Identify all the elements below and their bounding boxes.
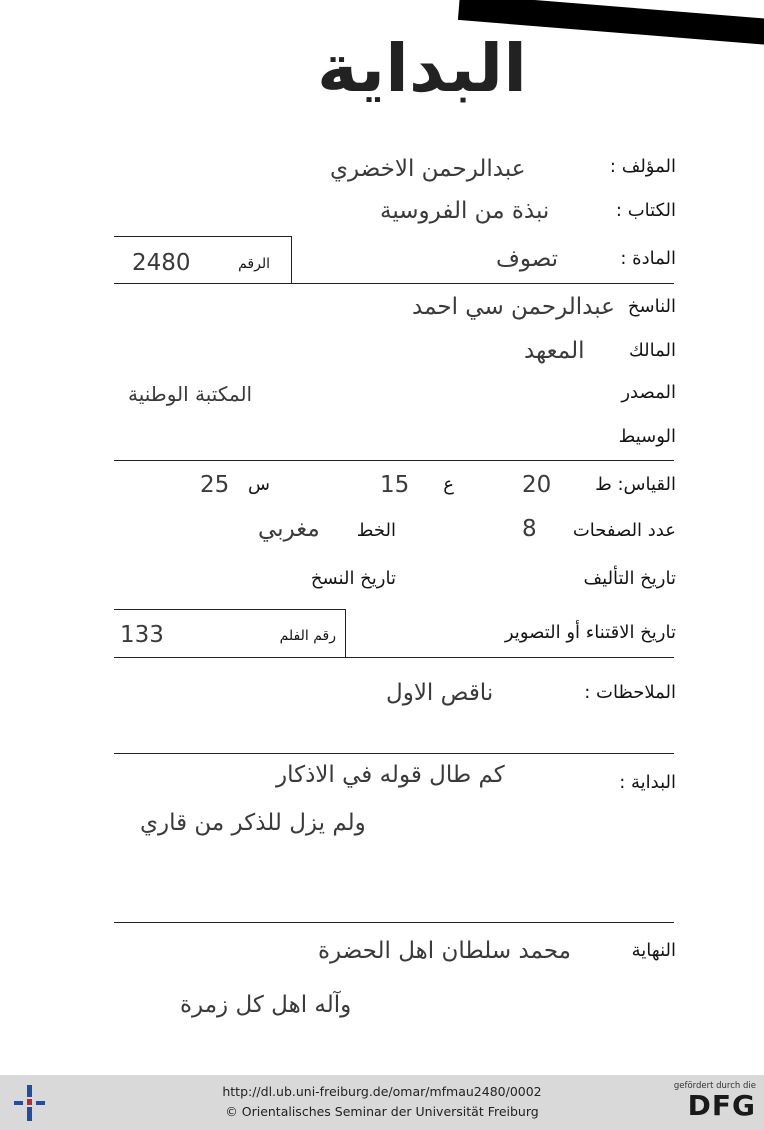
- book-value: نبذة من الفروسية: [380, 198, 550, 224]
- film-label: رقم الفلم: [279, 628, 336, 644]
- incipit-label: البداية :: [619, 772, 676, 793]
- subject-label: المادة :: [620, 248, 676, 269]
- size-lines: 25: [200, 472, 230, 498]
- intermediary-label: الوسيط: [618, 426, 676, 447]
- size-width-label: ع: [443, 474, 454, 495]
- number-value: 2480: [132, 250, 191, 276]
- divider-2: [114, 460, 674, 461]
- pages-value: 8: [522, 516, 537, 542]
- script-value: مغربي: [258, 516, 320, 542]
- divider-5: [114, 922, 674, 923]
- divider-3: [114, 657, 674, 658]
- notes-value: ناقص الاول: [386, 680, 494, 706]
- dfg-funding-note: gefördert durch die: [673, 1081, 756, 1091]
- book-label: الكتاب :: [615, 200, 676, 221]
- footer-copyright: © Orientalisches Seminar der Universität Freiburg: [225, 1104, 539, 1119]
- notes-label: الملاحظات :: [584, 682, 676, 703]
- footer-bar: [0, 1075, 764, 1130]
- number-label: الرقم: [238, 256, 270, 272]
- document-title: البداية: [317, 30, 527, 107]
- source-label: المصدر: [621, 382, 676, 403]
- copy-date-label: تاريخ النسخ: [310, 568, 396, 589]
- composition-date-label: تاريخ التأليف: [583, 568, 676, 589]
- number-box-right: [291, 236, 292, 284]
- size-width: 15: [380, 472, 410, 498]
- footer-url[interactable]: http://dl.ub.uni-freiburg.de/omar/mfmau2480/0002: [222, 1084, 542, 1099]
- size-tall: 20: [522, 472, 552, 498]
- owner-label: المالك: [628, 340, 676, 361]
- incipit-line-2: ولم يزل للذكر من قاري: [140, 810, 366, 836]
- divider-1: [114, 283, 674, 284]
- dfg-logo: [670, 1081, 756, 1125]
- source-value: المكتبة الوطنية: [128, 382, 253, 406]
- script-label: الخط: [356, 520, 396, 541]
- copyist-label: الناسخ: [627, 296, 676, 317]
- copyist-value: عبدالرحمن سي احمد: [412, 294, 615, 320]
- explicit-line-1: محمد سلطان اهل الحضرة: [318, 938, 571, 964]
- divider-4: [114, 753, 674, 754]
- number-box-top: [114, 236, 292, 237]
- dfg-wordmark: DFG: [687, 1089, 756, 1122]
- film-value: 133: [120, 622, 164, 648]
- owner-value: المعهد: [524, 338, 585, 364]
- film-box-top: [114, 609, 346, 610]
- author-value: عبدالرحمن الاخضري: [330, 156, 526, 182]
- subject-value: تصوف: [496, 246, 559, 272]
- size-label: القياس: ط: [595, 474, 676, 495]
- explicit-label: النهاية: [631, 940, 676, 961]
- incipit-line-1: كم طال قوله في الاذكار: [276, 762, 505, 788]
- author-label: المؤلف :: [609, 156, 676, 177]
- pages-label: عدد الصفحات: [572, 520, 676, 541]
- explicit-line-2: وآله اهل كل زمرة: [180, 992, 352, 1018]
- film-box-right: [345, 609, 346, 657]
- acquisition-date-label: تاريخ الاقتناء أو التصوير: [504, 622, 676, 643]
- size-lines-label: س: [248, 474, 270, 495]
